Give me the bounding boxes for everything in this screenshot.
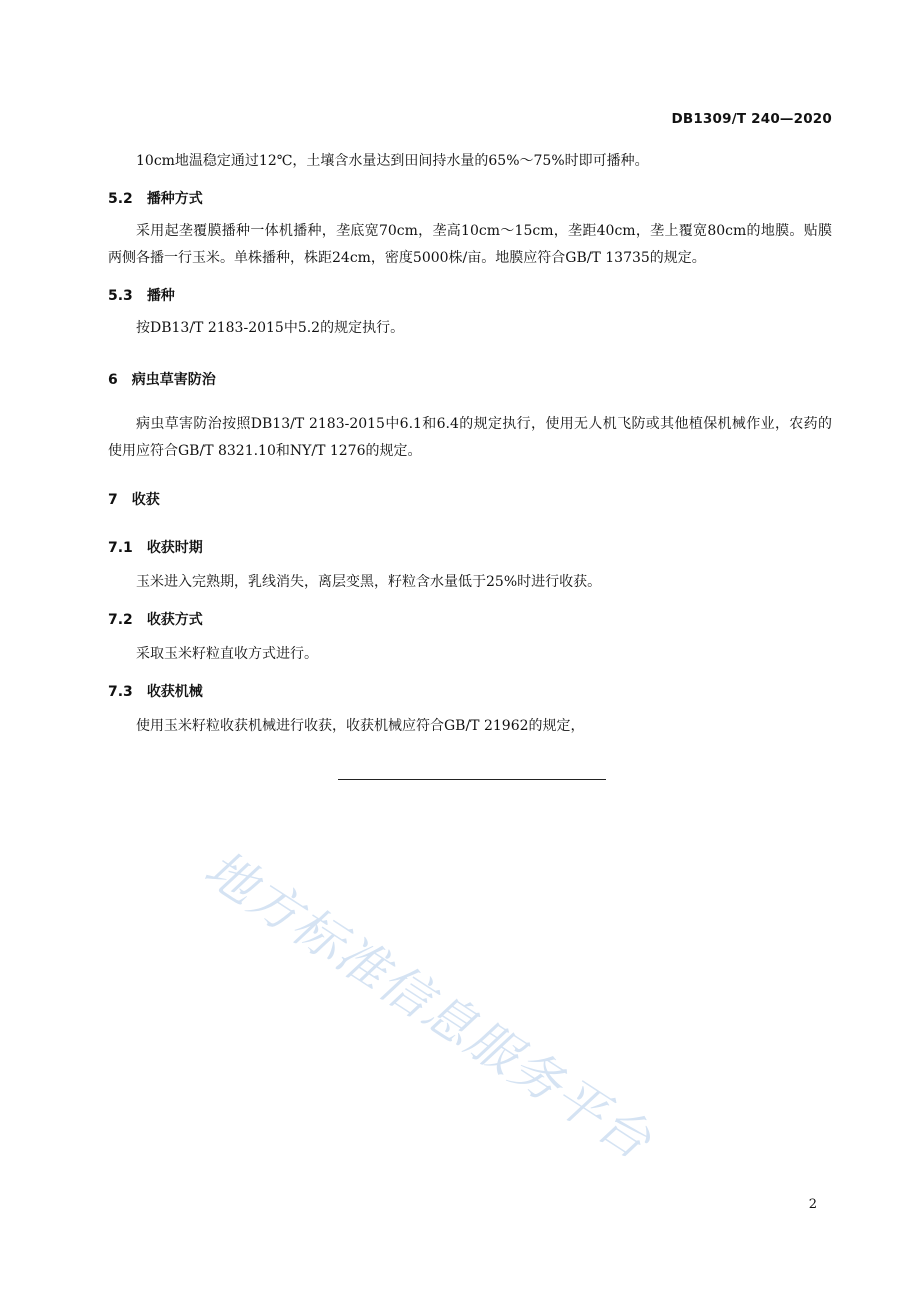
heading-title: 病虫草害防治: [131, 372, 216, 388]
heading-number: 7.2: [108, 612, 133, 628]
heading-title: 播种方式: [146, 191, 203, 207]
heading-title: 收获时期: [146, 540, 203, 556]
intro-paragraph: 10cm地温稳定通过12℃，土壤含水量达到田间持水量的65%～75%时即可播种。: [136, 153, 649, 169]
heading-7-2: [108, 609, 203, 629]
heading-7-1: [108, 537, 203, 557]
heading-title: 收获: [131, 492, 160, 508]
heading-7: [108, 489, 160, 509]
heading-number: 5.2: [108, 191, 133, 207]
paragraph-7-2: 采取玉米籽粒直收方式进行。: [136, 646, 318, 662]
heading-7-3: [108, 681, 203, 701]
paragraph-7-1: 玉米进入完熟期，乳线消失，离层变黑，籽粒含水量低于25%时进行收获。: [136, 574, 602, 590]
paragraph-5-2: 采用起垄覆膜播种一体机播种，垄底宽70cm，垄高10cm～15cm，垄距40cm，垄上覆宽80cm的地膜。贴膜两侧各播一行玉米。单株播种，株距24cm，密度5000株/亩。地膜应符合GB/T 13735的规定。: [108, 223, 832, 266]
heading-number: 7: [108, 492, 118, 508]
paragraph-6: 病虫草害防治按照DB13/T 2183-2015中6.1和6.4的规定执行，使用无人机飞防或其他植保机械作业，农药的使用应符合GB/T 8321.10和NY/T 1276的规定。: [108, 416, 832, 459]
watermark: 地方标准信息服务平台: [194, 839, 663, 1172]
heading-title: 收获机械: [146, 684, 203, 700]
paragraph-7-3: 使用玉米籽粒收获机械进行收获，收获机械应符合GB/T 21962的规定，: [136, 718, 585, 734]
heading-number: 5.3: [108, 288, 133, 304]
heading-number: 7.3: [108, 684, 133, 700]
heading-number: 6: [108, 372, 118, 388]
heading-5-3: [108, 285, 175, 305]
heading-6: [108, 369, 216, 389]
end-of-document-line: [338, 779, 606, 780]
heading-5-2: [108, 188, 203, 208]
heading-number: 7.1: [108, 540, 133, 556]
document-code: DB1309/T 240—2020: [671, 111, 832, 127]
page-number: 2: [808, 1197, 817, 1212]
heading-title: 收获方式: [146, 612, 203, 628]
heading-title: 播种: [146, 288, 175, 304]
paragraph-5-3: 按DB13/T 2183-2015中5.2的规定执行。: [136, 320, 405, 336]
